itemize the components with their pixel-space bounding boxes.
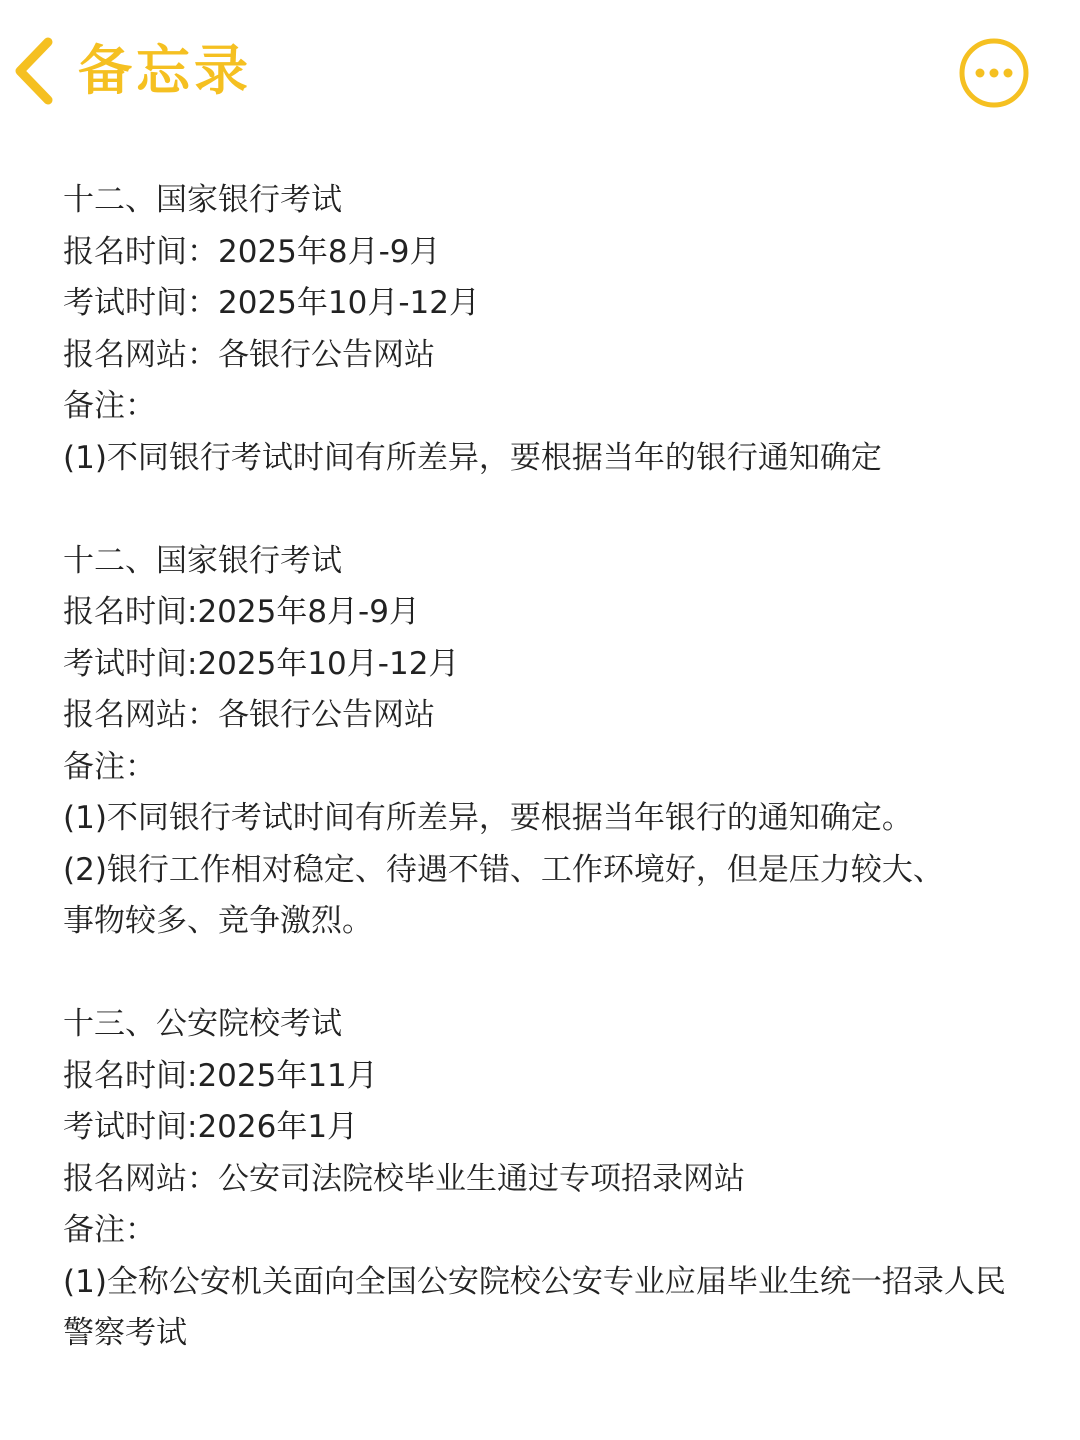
signup-time: 报名时间:2025年8月-9月 bbox=[63, 594, 420, 630]
signup-website: 报名网站：各银行公告网站 bbox=[63, 697, 435, 733]
note-section bbox=[63, 999, 1053, 1360]
note-line: (1)不同银行考试时间有所差异，要根据当年银行的通知确定。 bbox=[63, 800, 913, 836]
note-body[interactable] bbox=[63, 175, 1053, 1360]
notes-label: 备注： bbox=[63, 1212, 156, 1248]
signup-website: 报名网站：公安司法院校毕业生通过专项招录网站 bbox=[63, 1160, 745, 1197]
top-bar bbox=[0, 0, 1080, 150]
notes-label: 备注： bbox=[63, 748, 156, 785]
exam-time: 考试时间：2025年10月-12月 bbox=[63, 285, 480, 321]
section-title: 十二、国家银行考试 bbox=[63, 542, 342, 579]
note-section bbox=[63, 175, 1053, 484]
more-horizontal-icon bbox=[958, 37, 1030, 109]
signup-time: 报名时间:2025年11月 bbox=[63, 1057, 378, 1094]
exam-time: 考试时间:2026年1月 bbox=[63, 1109, 359, 1145]
signup-website: 报名网站：各银行公告网站 bbox=[63, 336, 435, 373]
note-line: (2)银行工作相对稳定、待遇不错、工作环境好，但是压力较大、 bbox=[63, 851, 944, 888]
section-title: 十三、公安院校考试 bbox=[63, 1006, 342, 1042]
note-line: (1)全称公安机关面向全国公安院校公安专业应届毕业生统一招录人民 bbox=[63, 1263, 1006, 1300]
more-options-button[interactable] bbox=[958, 37, 1030, 109]
exam-time: 考试时间:2025年10月-12月 bbox=[63, 645, 460, 682]
notes-label: 备注： bbox=[63, 388, 156, 424]
note-section bbox=[63, 536, 1053, 948]
page-title: 备忘录 bbox=[78, 39, 252, 102]
signup-time: 报名时间：2025年8月-9月 bbox=[63, 233, 441, 270]
section-title: 十二、国家银行考试 bbox=[63, 182, 342, 218]
back-button[interactable] bbox=[12, 36, 252, 106]
note-line: (1)不同银行考试时间有所差异，要根据当年的银行通知确定 bbox=[63, 439, 882, 476]
chevron-left-icon bbox=[12, 36, 56, 106]
note-line: 事物较多、竞争激烈。 bbox=[63, 903, 373, 939]
note-line: 警察考试 bbox=[63, 1315, 187, 1351]
